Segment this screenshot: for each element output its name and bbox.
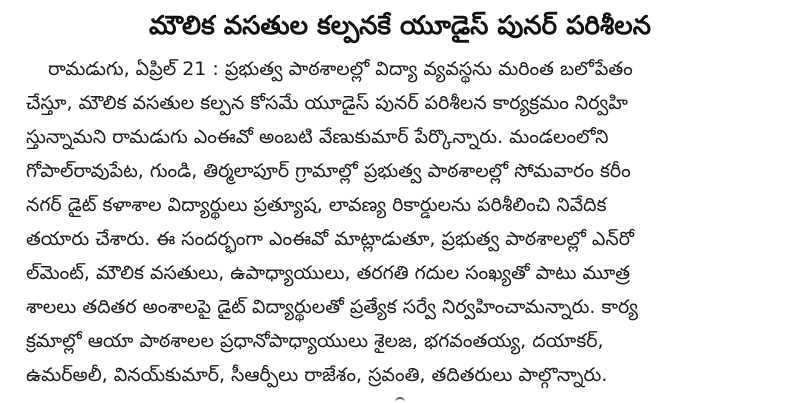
article-line: స్తున్నామని రామడుగు ఎంఈవో అంబటి వేణుకుమార్ పేర్కొన్నారు. మండలంలోని	[26, 126, 609, 148]
article-headline: మౌలిక వసతుల కల్పనకే యూడైస్ పునర్ పరిశీలన	[149, 11, 651, 41]
article-line: గోపాల్‌రావుపేట, గుండి, తిర్మలాపూర్ గ్రామాల్లో ప్రభుత్వ పాఠశాలల్లో సోమవారం కరీం	[26, 160, 631, 182]
article-line: తయారు చేశారు. ఈ సందర్భంగా ఎంఈవో మాట్లాడుతూ, ప్రభుత్వ పాఠశాలల్లో ఎన్‌రో	[26, 228, 635, 250]
article-line: చేస్తూ, మౌలిక వసతుల కల్పన కోసమే యూడైస్ పునర్ పరిశీలన కార్యక్రమం నిర్వహి	[26, 92, 628, 114]
article-line: క్రమాల్లో ఆయా పాఠశాలల ప్రధానోపాధ్యాయులు శైలజ, భగవంతయ్య, దయాకర్,	[26, 330, 604, 352]
article-line: ఉమర్‌అలీ, వినయ్‌కుమార్, సీఆర్పీలు రాజేశం, స్రవంతి, తదితరులు పాల్గొన్నారు.	[26, 364, 608, 386]
article-line: నగర్ డైట్ కళాశాల విద్యార్థులు ప్రత్యూష, లావణ్య రికార్డులను పరిశీలించి నివేదిక	[26, 194, 607, 216]
article-body	[26, 52, 786, 392]
article-line: ల్‌మెంట్, మౌలిక వసతులు, ఉపాధ్యాయులు, తరగతి గదుల సంఖ్యతో పాటు మూత్ర	[26, 262, 631, 284]
cropped-next-headline-fragment	[380, 394, 420, 403]
article-line: శాలలు తదితర అంశాలపై డైట్ విద్యార్థులతో ప్రత్యేక సర్వే నిర్వహించామన్నారు. కార్య	[26, 296, 638, 318]
article-line: రామడుగు, ఏప్రిల్ 21 : ప్రభుత్వ పాఠశాలల్లో విద్యా వ్యవస్థను మరింత బలోపేతం	[48, 58, 633, 80]
